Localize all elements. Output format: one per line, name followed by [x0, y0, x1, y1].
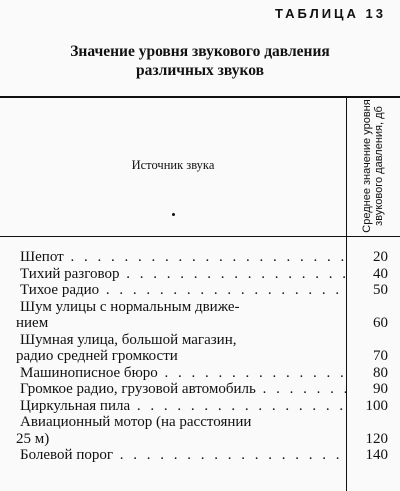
table-row [0, 398, 400, 415]
row-value: 50 [373, 282, 388, 298]
row-label [0, 249, 346, 266]
table-row [0, 365, 400, 382]
row-value: 120 [365, 430, 388, 447]
row-label-line: Авиационный мотор (на расстоянии [20, 414, 252, 430]
source-column-header: Источник звука [131, 158, 215, 172]
row-label-line: Тихий разговор . . . [20, 266, 346, 283]
row-label-line: Шум улицы с нормальным движе- [20, 298, 240, 315]
top-rule [0, 96, 400, 98]
title-line-1: Значение уровня звукового давления [70, 43, 330, 60]
table-row [0, 299, 400, 332]
row-value: 90 [373, 381, 388, 397]
table-row [0, 381, 400, 398]
table-row [0, 414, 400, 447]
row-label-line: Болевой порог . . . [20, 447, 346, 464]
table-row [0, 266, 400, 283]
row-label-line: Громкое радио, грузовой автомобиль . . . [20, 381, 346, 398]
row-label [0, 398, 346, 415]
row-value: 40 [373, 265, 388, 282]
table-title [0, 42, 400, 80]
value-column-header [346, 96, 400, 236]
row-label [0, 282, 346, 299]
row-label-line: Циркульная пила . . . [20, 398, 346, 415]
title-line-2: различных звуков [136, 62, 264, 79]
table-body [0, 249, 400, 464]
row-value: 60 [373, 315, 388, 331]
row-value: 20 [373, 249, 388, 265]
row-label [0, 414, 346, 447]
row-value: 100 [365, 397, 388, 414]
row-label [0, 299, 346, 332]
row-label-line: радио средней громкости [16, 348, 178, 364]
table-row [0, 282, 400, 299]
row-label-line: Тихое радио . . . [20, 282, 346, 299]
row-value: 70 [373, 348, 388, 364]
row-label [0, 447, 346, 464]
row-label [0, 266, 346, 283]
row-label [0, 332, 346, 365]
row-label-line: нием [16, 315, 49, 331]
table-number: ТАБЛИЦА 13 [275, 6, 386, 21]
row-label [0, 381, 346, 398]
table-row [0, 249, 400, 266]
value-column-header-text: Среднее значение уровня звукового давления, дб [361, 99, 385, 233]
header-rule [0, 236, 400, 237]
row-label-line: Шепот . . . [20, 249, 346, 266]
row-label-line: Шумная улица, большой магазин, [20, 331, 237, 348]
row-label [0, 365, 346, 382]
table-row [0, 447, 400, 464]
row-label-line: Машинописное бюро . . . [20, 365, 346, 382]
header-dot [172, 213, 175, 216]
row-label-line: 25 м) [16, 430, 50, 447]
row-value: 140 [365, 447, 388, 463]
table-row [0, 332, 400, 365]
row-value: 80 [373, 364, 388, 381]
